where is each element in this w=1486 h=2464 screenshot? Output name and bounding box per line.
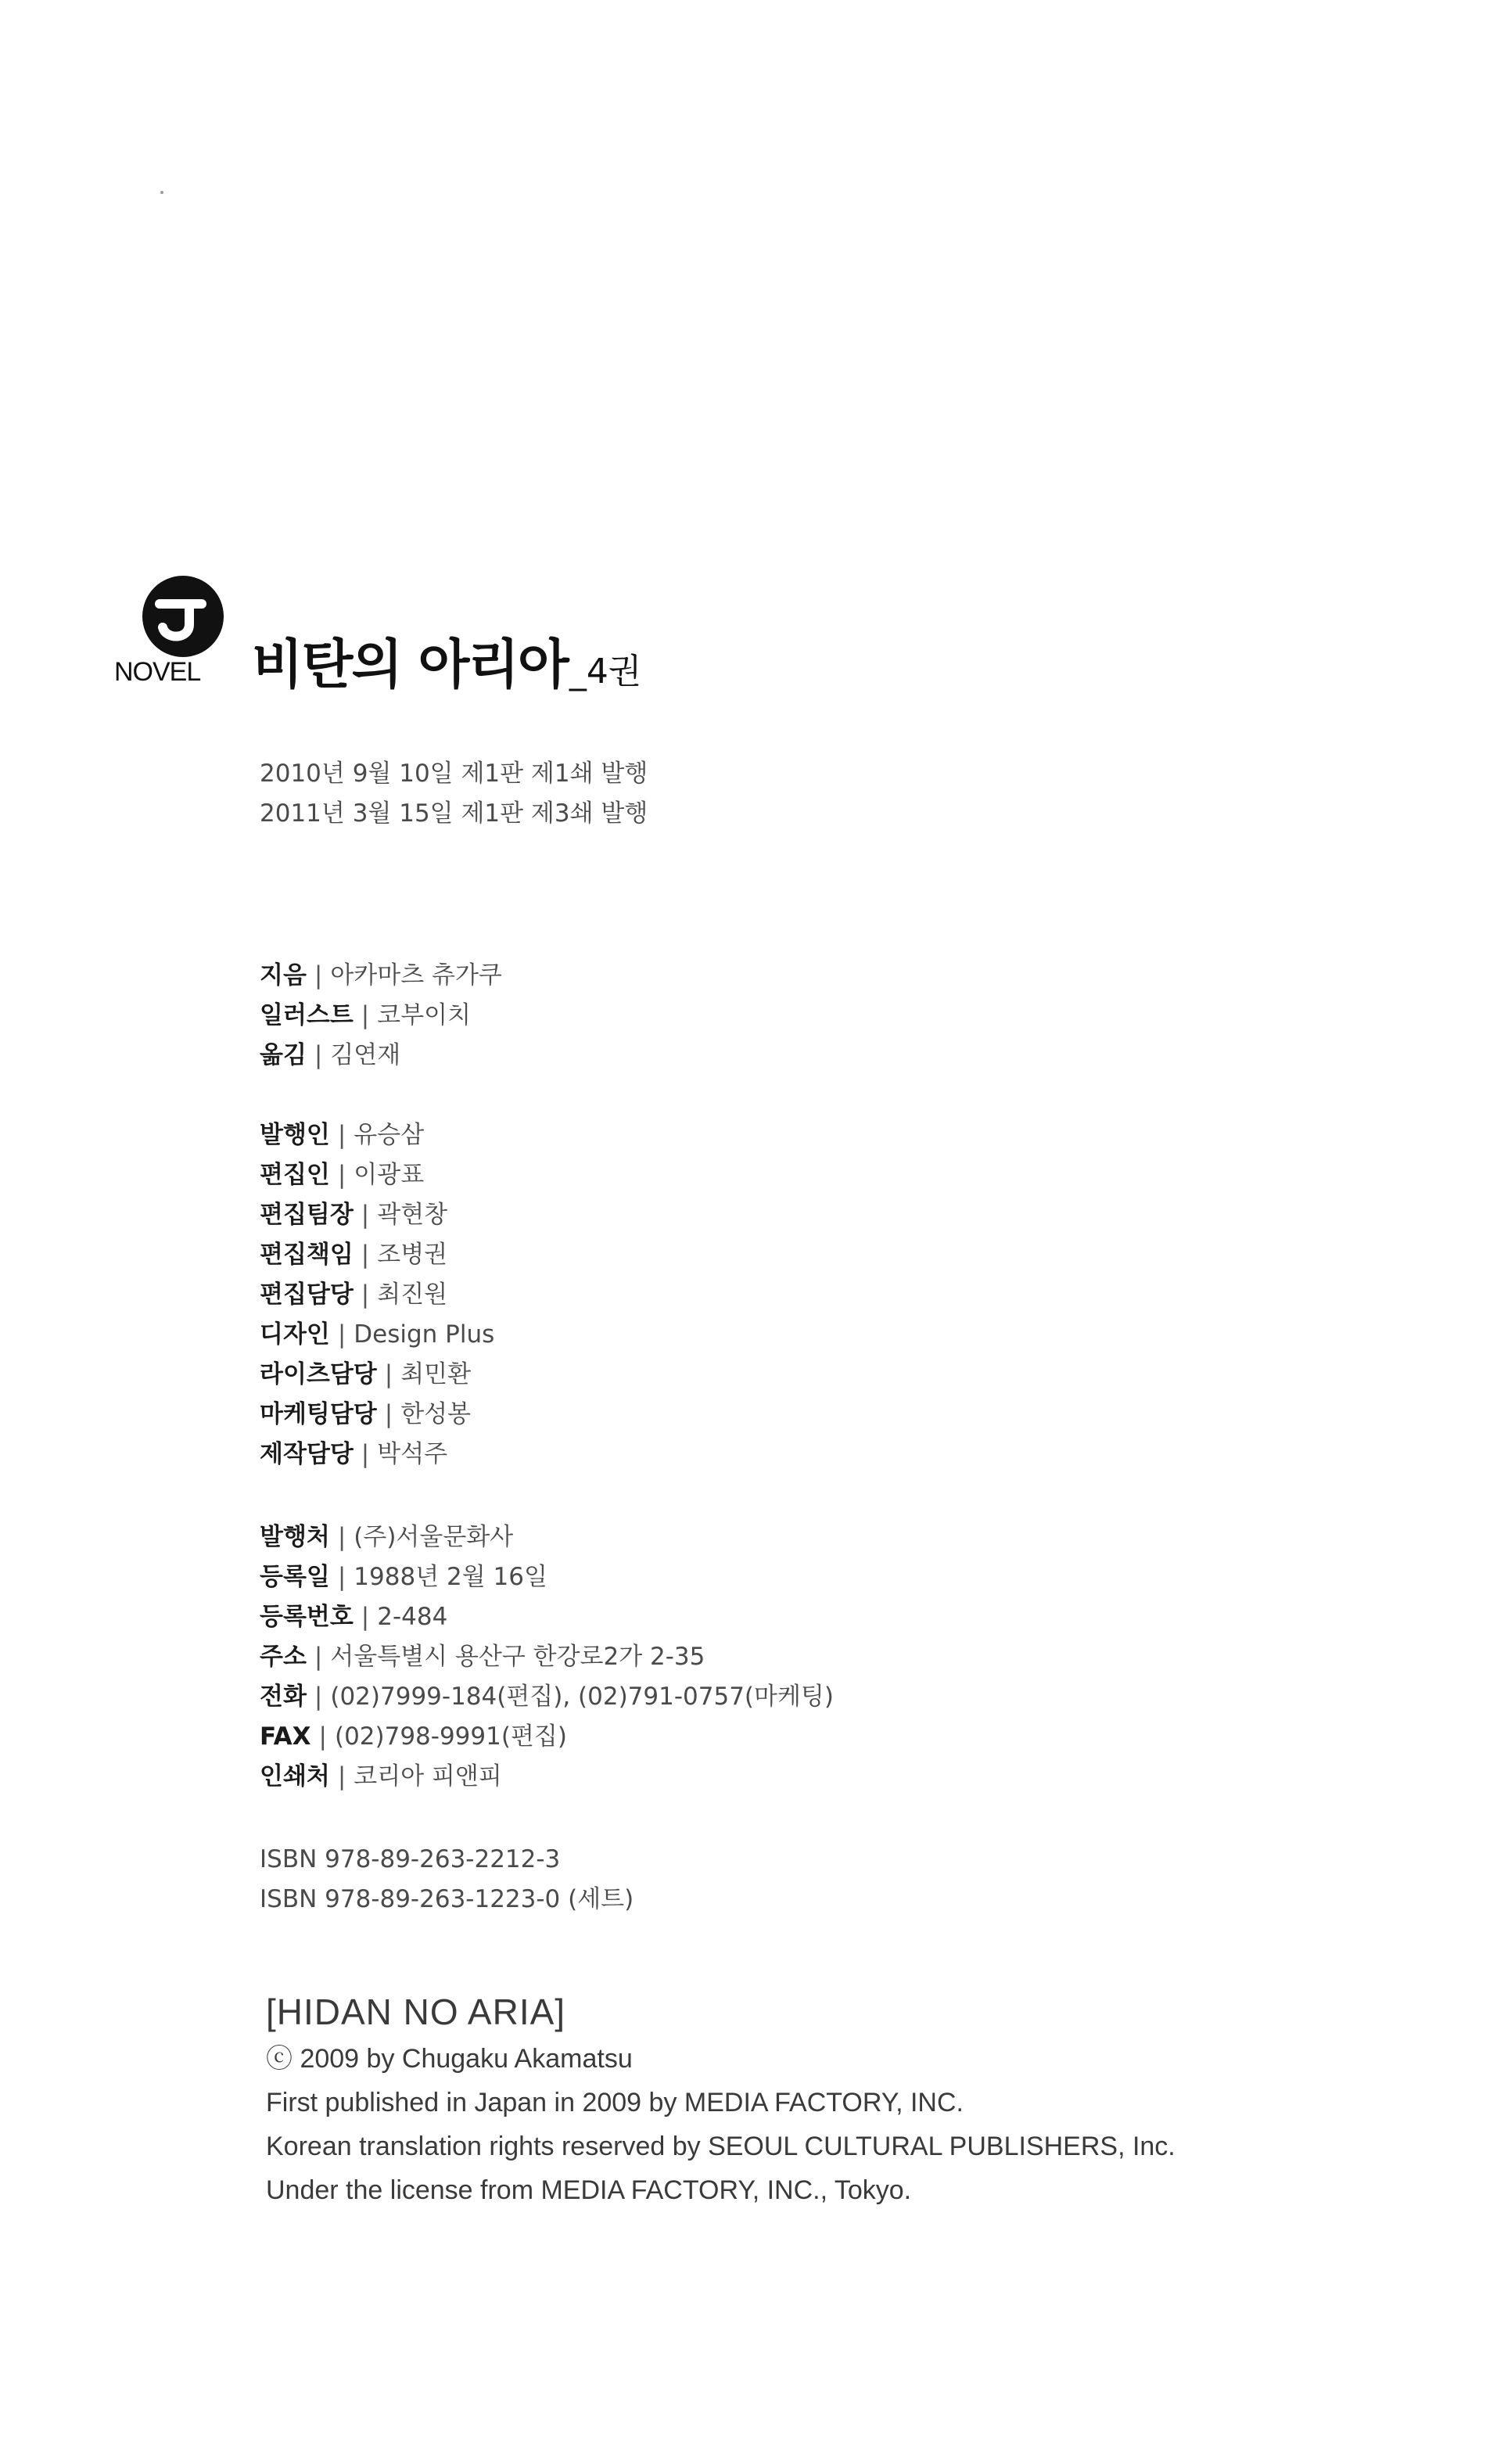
credit-row [260,1717,834,1757]
credit-value: 김연재 [330,1041,401,1069]
credit-value: (02)798-9991(편집) [334,1722,567,1751]
credit-value: 1988년 2월 16일 [354,1563,547,1591]
credit-separator: | [314,961,323,990]
credit-row [260,1435,494,1474]
credit-value: 이광표 [354,1161,425,1189]
isbn-line: ISBN 978-89-263-1223-0 (세트) [260,1885,634,1913]
credit-separator: | [314,1643,323,1671]
credit-value: 조병권 [377,1241,448,1269]
credit-value: 유승삼 [354,1121,425,1149]
credit-row [260,1275,494,1315]
original-title: [HIDAN NO ARIA] [266,1992,566,2032]
logo-novel-text: NOVEL [114,657,201,687]
date-line: 2011년 3월 15일 제1판 제3쇄 발행 [260,799,648,828]
credit-value: 박석주 [377,1440,448,1468]
credit-label: 일러스트 [260,1001,354,1029]
credit-label: 전화 [260,1683,307,1711]
credit-row [260,1637,834,1677]
credit-separator: | [361,1603,370,1631]
book-volume: _4권 [569,652,642,691]
book-title [252,623,641,699]
credit-row [260,1355,494,1395]
credit-separator: | [314,1041,323,1069]
credit-label: 인쇄처 [260,1762,330,1791]
credit-value: 2-484 [377,1603,448,1631]
credit-separator: | [384,1360,393,1388]
credit-label: 발행처 [260,1523,330,1551]
copyright-line: ⓒ 2009 by Chugaku Akamatsu [266,2044,633,2074]
staff-credits [260,1115,494,1474]
credit-separator: | [361,1201,370,1229]
book-title-main: 비탄의 아리아 [252,634,568,696]
credit-row [260,1677,834,1717]
credit-row [260,1036,502,1076]
credit-label: 라이츠담당 [260,1360,377,1388]
credit-row [260,1597,834,1637]
translation-rights-line: Korean translation rights reserved by SEOUL CULTURAL PUBLISHERS, Inc. [266,2132,1176,2161]
credit-label: 편집인 [260,1161,330,1189]
credit-row [260,1557,834,1597]
credit-row [260,1315,494,1355]
publisher-info [260,1518,834,1797]
credit-separator: | [337,1563,346,1591]
credit-value: 아카마츠 츄가쿠 [330,961,502,990]
credit-value: 한성봉 [400,1400,472,1428]
credit-row [260,1115,494,1155]
credit-row [260,1395,494,1435]
credit-value: 코부이치 [377,1001,472,1029]
license-line: Under the license from MEDIA FACTORY, INC., Tokyo. [266,2175,912,2205]
j-novel-logo [114,573,247,690]
publication-dates [260,754,648,834]
credit-separator: | [337,1523,346,1551]
credit-label: 발행인 [260,1121,330,1149]
credit-separator: | [361,1001,370,1029]
credit-label: 디자인 [260,1320,330,1349]
credit-row [260,1757,834,1797]
credit-label: 주소 [260,1643,307,1671]
credit-label: 마케팅담당 [260,1400,377,1428]
date-line: 2010년 9월 10일 제1판 제1쇄 발행 [260,760,648,788]
credit-value: 최민환 [400,1360,472,1388]
credit-separator: | [337,1762,346,1791]
credit-separator: | [337,1320,346,1349]
j-novel-logo-icon [114,573,247,659]
credit-separator: | [337,1121,346,1149]
author-credits [260,956,502,1076]
credit-separator: | [361,1440,370,1468]
credit-value: (주)서울문화사 [354,1523,514,1551]
credit-label: 편집담당 [260,1280,354,1309]
credit-label: 제작담당 [260,1440,354,1468]
credit-label: FAX [260,1722,311,1751]
first-published-line: First published in Japan in 2009 by MEDIA FACTORY, INC. [266,2088,964,2117]
credit-label: 등록일 [260,1563,330,1591]
scan-speck [160,191,163,194]
credit-value: 코리아 피앤피 [354,1762,502,1791]
credit-separator: | [314,1683,323,1711]
isbn-block [260,1840,634,1920]
credit-label: 등록번호 [260,1603,354,1631]
credit-separator: | [337,1161,346,1189]
credit-row [260,1195,494,1235]
isbn-line: ISBN 978-89-263-2212-3 [260,1845,561,1873]
credit-row [260,1235,494,1275]
credit-label: 옮김 [260,1041,307,1069]
credit-label: 편집팀장 [260,1201,354,1229]
english-copyright-block [266,1987,1176,2212]
credit-separator: | [361,1280,370,1309]
credit-separator: | [361,1241,370,1269]
credit-row [260,1155,494,1195]
credit-row [260,996,502,1036]
credit-value: Design Plus [354,1320,495,1349]
credit-value: 서울특별시 용산구 한강로2가 2-35 [330,1643,705,1671]
credit-label: 지음 [260,961,307,990]
credit-value: 곽현창 [377,1201,448,1229]
credit-value: 최진원 [377,1280,448,1309]
credit-separator: | [384,1400,393,1428]
credit-row [260,1518,834,1557]
credit-value: (02)7999-184(편집), (02)791-0757(마케팅) [330,1683,834,1711]
credit-row [260,956,502,996]
credit-separator: | [318,1722,327,1751]
credit-label: 편집책임 [260,1241,354,1269]
